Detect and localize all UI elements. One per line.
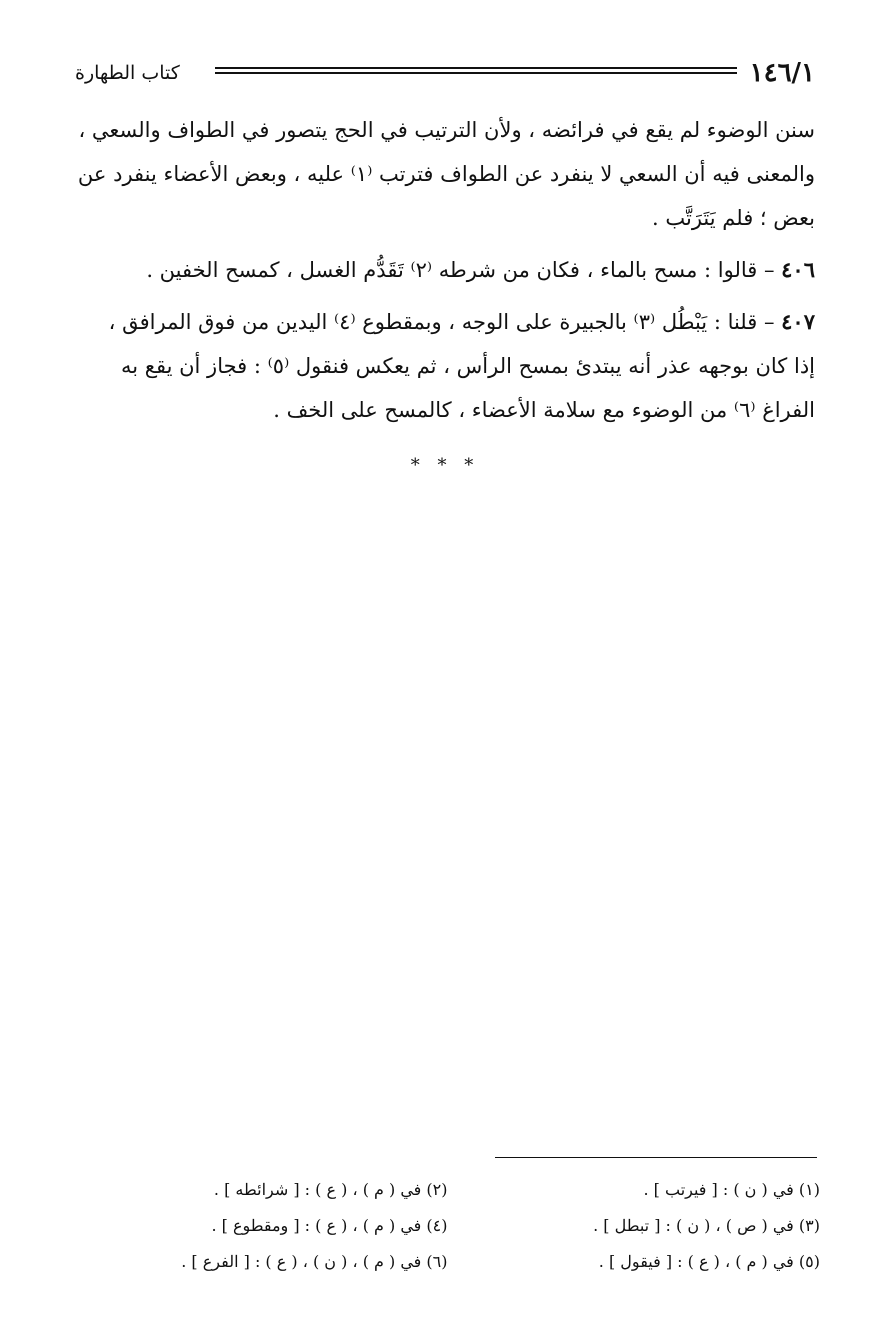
footnote-row bbox=[75, 1208, 820, 1244]
page-number: ١٤٦/١ bbox=[749, 58, 815, 88]
text-line bbox=[75, 248, 815, 292]
text-line bbox=[75, 300, 815, 344]
footnote-row bbox=[75, 1172, 820, 1208]
paragraph-406 bbox=[75, 248, 815, 292]
text-line: والمعنى فيه أن السعي لا ينفرد عن الطواف فترتب ⁽١⁾ عليه ، وبعض الأعضاء ينفرد عن bbox=[77, 162, 815, 186]
section-separator: * * * bbox=[410, 455, 480, 476]
text-line-content: – قالوا : مسح بالماء ، فكان من شرطه ⁽٢⁾ تَقَدُّم الغسل ، كمسح الخفين . bbox=[146, 258, 782, 282]
paragraph-407 bbox=[75, 300, 815, 432]
footnote-3: (٣) في ( ص ) ، ( ن ) : [ تبطل ] . bbox=[593, 1216, 820, 1235]
book-title: كتاب الطهارة bbox=[75, 62, 180, 84]
footnote-6: (٦) في ( م ) ، ( ن ) ، ( ع ) : [ الفرع ] . bbox=[181, 1252, 448, 1271]
footnote-5: (٥) في ( م ) ، ( ع ) : [ فيقول ] . bbox=[598, 1252, 820, 1271]
paragraph bbox=[75, 108, 815, 240]
main-text bbox=[75, 108, 815, 488]
footnote-1: (١) في ( ن ) : [ فيرتب ] . bbox=[643, 1180, 820, 1199]
text-line-content: – قلنا : يَبْطُل ⁽٣⁾ بالجبيرة على الوجه ، وبمقطوع ⁽٤⁾ اليدين من فوق المرافق ، bbox=[108, 310, 782, 334]
running-header bbox=[75, 55, 815, 91]
footnote-4: (٤) في ( م ) ، ( ع ) : [ ومقطوع ] . bbox=[211, 1216, 448, 1235]
issue-number: ٤٠٦ bbox=[781, 257, 815, 282]
text-line: سنن الوضوء لم يقع في فرائضه ، ولأن الترتيب في الحج يتصور في الطواف والسعي ، bbox=[78, 118, 815, 142]
header-double-rule bbox=[215, 67, 737, 74]
footnote-2: (٢) في ( م ) ، ( ع ) : [ شرائطه ] . bbox=[213, 1180, 448, 1199]
text-line: إذا كان بوجهه عذر أنه يبتدئ بمسح الرأس ، ثم يعكس فنقول ⁽٥⁾ : فجاز أن يقع به bbox=[121, 354, 815, 378]
text-line: الفراغ ⁽٦⁾ من الوضوء مع سلامة الأعضاء ، كالمسح على الخف . bbox=[273, 398, 815, 422]
text-line: بعض ؛ فلم يَتَرَتَّب . bbox=[652, 206, 815, 230]
footnote-rule bbox=[495, 1157, 817, 1158]
footnote-row bbox=[75, 1244, 820, 1280]
issue-number: ٤٠٧ bbox=[781, 309, 815, 334]
footnotes bbox=[75, 1172, 820, 1280]
